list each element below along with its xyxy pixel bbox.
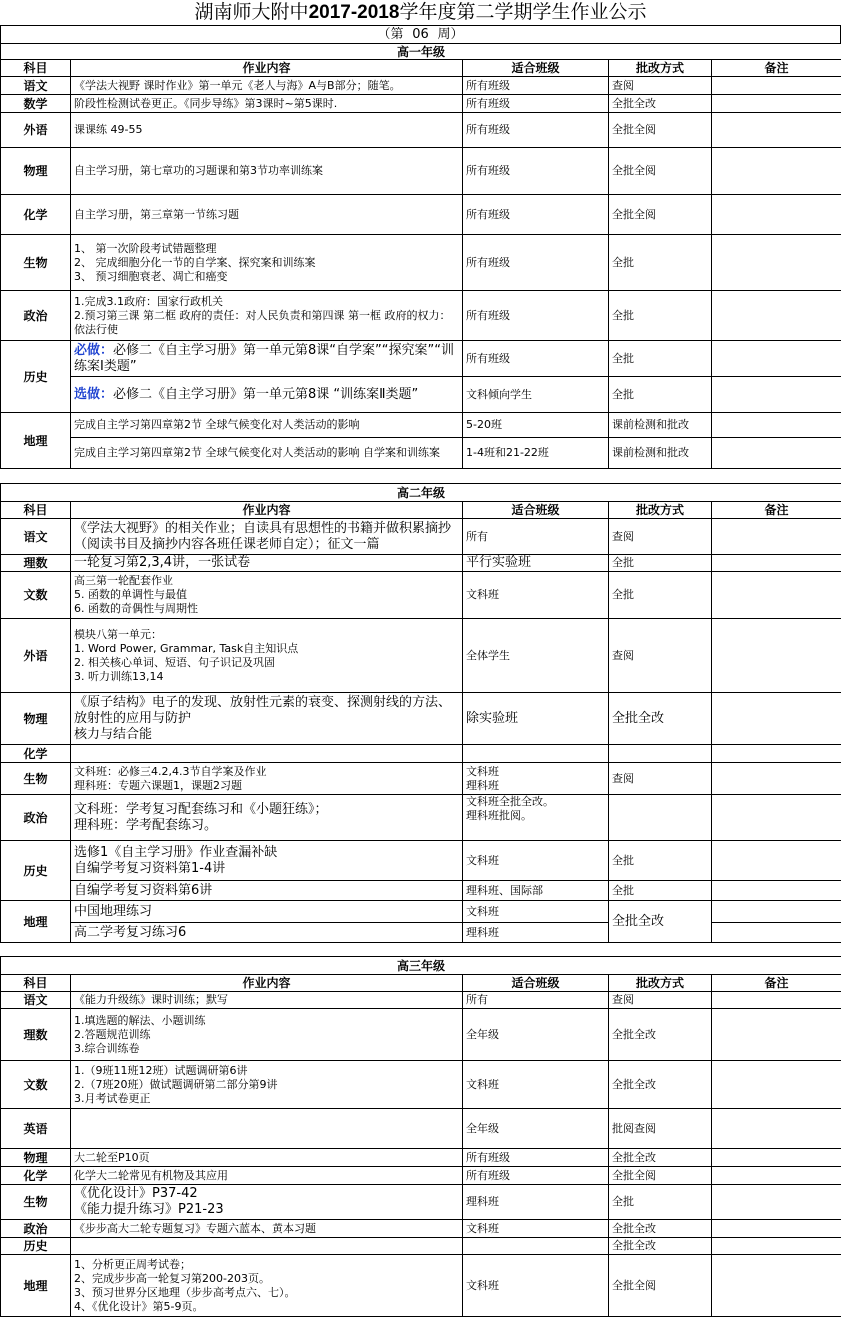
method-cell: 批阅查阅 <box>609 1109 712 1149</box>
content-line: 3、 预习细胞衰老、凋亡和癌变 <box>74 269 228 283</box>
method-cell: 查阅 <box>609 519 712 555</box>
note-cell <box>712 1220 841 1238</box>
table-row <box>1 148 841 195</box>
title-text: 学年度第二学期学生作业公示 <box>399 1 647 23</box>
content-line: 1.（9班11班12班）试题调研第6讲 <box>74 1063 248 1077</box>
class-cell: 文科班 <box>463 901 609 923</box>
content-cell: 《能力升级练》课时训练；默写 <box>71 992 463 1009</box>
col-subject: 科目 <box>1 60 71 77</box>
class-cell: 所有班级 <box>463 113 609 148</box>
col-content: 作业内容 <box>71 975 463 992</box>
homework-table <box>0 43 841 1317</box>
subject-cell: 化学 <box>1 745 71 763</box>
table-row <box>1 113 841 148</box>
method-cell: 全批 <box>609 235 712 291</box>
content-line: 3.月考试卷更正 <box>74 1091 151 1105</box>
class-cell: 所有班级 <box>463 341 609 377</box>
method-cell: 课前检测和批改 <box>609 438 712 469</box>
content-cell <box>71 841 463 881</box>
method-cell: 全批 <box>609 841 712 881</box>
table-row <box>1 555 841 572</box>
table-row <box>1 377 841 413</box>
subject-cell: 语文 <box>1 77 71 95</box>
class-cell: 全年级 <box>463 1009 609 1061</box>
method-cell: 全批 <box>609 572 712 619</box>
content-line: 2.预习第三课 第二框 政府的责任：对人民负责和第四课 第一框 政府的权力：依法行使 <box>74 308 451 336</box>
content-line: 2.答题规范训练 <box>74 1027 151 1041</box>
table-row <box>1 1220 841 1238</box>
content-cell: 《步步高大二轮专题复习》专题六蓝本、黄本习题 <box>71 1220 463 1238</box>
content-cell <box>71 1061 463 1109</box>
note-cell <box>712 745 841 763</box>
class-cell: 理科班、国际部 <box>463 881 609 901</box>
content-line: 高三第一轮配套作业 <box>74 574 173 587</box>
method-cell: 全批全阅 <box>609 1167 712 1185</box>
class-cell: 所有班级 <box>463 291 609 341</box>
table-row <box>1 881 841 901</box>
table-row <box>1 901 841 923</box>
content-line: 模块八第一单元： <box>74 627 162 641</box>
class-cell: 文科班 <box>463 1061 609 1109</box>
class-cell: 所有班级 <box>463 235 609 291</box>
class-cell: 所有班级 <box>463 195 609 235</box>
col-content: 作业内容 <box>71 60 463 77</box>
table-row <box>1 1255 841 1317</box>
subject-cell: 外语 <box>1 619 71 693</box>
note-cell <box>712 881 841 901</box>
note-cell <box>712 555 841 572</box>
table-row <box>1 519 841 555</box>
class-cell: 文科班 <box>463 1255 609 1317</box>
class-line: 文科班全批全改。 <box>466 795 554 808</box>
class-cell: 所有班级 <box>463 95 609 113</box>
content-line: 1、分析更正周考试卷； <box>74 1257 191 1271</box>
content-line: 1.填选题的解法、小题训练 <box>74 1013 206 1027</box>
col-content: 作业内容 <box>71 502 463 519</box>
table-row <box>1 1238 841 1255</box>
class-cell: 理科班 <box>463 923 609 943</box>
col-method: 批改方式 <box>609 975 712 992</box>
method-cell: 课前检测和批改 <box>609 413 712 438</box>
table-row <box>1 923 841 943</box>
method-cell: 全批全阅 <box>609 195 712 235</box>
table-row <box>1 841 841 881</box>
spacer-row <box>1 469 841 484</box>
content-text: 必修二《自主学习册》第一单元第8课“自学案”“探究案”“训练案Ⅰ类题” <box>74 342 454 374</box>
class-cell: 文科倾向学生 <box>463 377 609 413</box>
method-cell: 查阅 <box>609 619 712 693</box>
table-row <box>1 77 841 95</box>
note-cell <box>712 1061 841 1109</box>
col-class: 适合班级 <box>463 60 609 77</box>
class-cell <box>463 763 609 795</box>
subject-cell: 物理 <box>1 693 71 745</box>
content-cell <box>71 693 463 745</box>
subject-cell: 生物 <box>1 1185 71 1220</box>
subject-cell: 历史 <box>1 341 71 413</box>
col-method: 批改方式 <box>609 502 712 519</box>
class-cell: 文科班 <box>463 1220 609 1238</box>
method-cell: 全批全改 <box>609 1009 712 1061</box>
note-cell <box>712 795 841 841</box>
subject-cell: 化学 <box>1 1167 71 1185</box>
note-cell <box>712 619 841 693</box>
table-row <box>1 1109 841 1149</box>
note-cell <box>712 95 841 113</box>
table-row <box>1 235 841 291</box>
note-cell <box>712 1238 841 1255</box>
col-method: 批改方式 <box>609 60 712 77</box>
note-cell <box>712 763 841 795</box>
note-cell <box>712 1185 841 1220</box>
note-cell <box>712 1255 841 1317</box>
note-cell <box>712 235 841 291</box>
week-prefix: （第 <box>377 27 404 42</box>
col-note: 备注 <box>712 975 841 992</box>
content-line: 2. 相关核心单词、短语、句子识记及巩固 <box>74 655 275 669</box>
content-line: 《能力提升练习》P21-23 <box>74 1202 224 1217</box>
class-cell <box>463 795 609 841</box>
class-cell: 文科班 <box>463 841 609 881</box>
content-cell <box>71 1185 463 1220</box>
content-line: 2.（7班20班）做试题调研第二部分第9讲 <box>74 1077 278 1091</box>
week-label <box>0 25 841 43</box>
content-cell <box>71 1255 463 1317</box>
note-cell <box>712 901 841 923</box>
col-note: 备注 <box>712 502 841 519</box>
content-cell <box>71 1109 463 1149</box>
subject-cell: 历史 <box>1 841 71 901</box>
method-cell: 查阅 <box>609 77 712 95</box>
method-cell: 全批全改 <box>609 95 712 113</box>
content-line: 自编学考复习资料第1-4讲 <box>74 860 226 876</box>
col-class: 适合班级 <box>463 975 609 992</box>
note-cell <box>712 148 841 195</box>
content-cell: 《学法大视野 课时作业》第一单元《老人与海》A与B部分；随笔。 <box>71 77 463 95</box>
header-row <box>1 60 841 77</box>
class-cell: 所有 <box>463 519 609 555</box>
content-line: 《优化设计》P37-42 <box>74 1186 198 1201</box>
table-row <box>1 619 841 693</box>
spacer-row <box>1 943 841 957</box>
method-cell: 全批 <box>609 1185 712 1220</box>
class-line: 理科班批阅。 <box>466 809 532 822</box>
class-cell <box>463 745 609 763</box>
col-subject: 科目 <box>1 975 71 992</box>
content-line: 3、预习世界分区地理（步步高考点六、七）。 <box>74 1285 296 1299</box>
note-cell <box>712 113 841 148</box>
class-cell: 所有班级 <box>463 1149 609 1167</box>
subject-cell: 政治 <box>1 795 71 841</box>
table-row <box>1 992 841 1009</box>
header-row <box>1 975 841 992</box>
method-cell: 全批 <box>609 291 712 341</box>
subject-cell: 地理 <box>1 901 71 943</box>
content-cell <box>71 1009 463 1061</box>
subject-cell: 外语 <box>1 113 71 148</box>
method-cell: 全批全阅 <box>609 1255 712 1317</box>
content-cell: 化学大二轮常见有机物及其应用 <box>71 1167 463 1185</box>
content-line: 1、 第一次阶段考试错题整理 <box>74 241 217 255</box>
subject-cell: 语文 <box>1 992 71 1009</box>
table-row <box>1 413 841 438</box>
content-line: 3.综合训练卷 <box>74 1041 140 1055</box>
class-cell <box>463 1238 609 1255</box>
subject-cell: 文数 <box>1 1061 71 1109</box>
class-cell: 除实验班 <box>463 693 609 745</box>
optional-tag: 选做： <box>74 386 114 402</box>
table-row <box>1 1009 841 1061</box>
subject-cell: 化学 <box>1 195 71 235</box>
content-cell <box>71 572 463 619</box>
spacer <box>1 469 841 484</box>
table-row <box>1 1061 841 1109</box>
content-cell <box>71 763 463 795</box>
spacer <box>1 943 841 957</box>
method-cell: 全批全改 <box>609 901 712 943</box>
class-line: 理科班 <box>466 778 499 792</box>
subject-cell: 生物 <box>1 763 71 795</box>
method-cell: 全批 <box>609 555 712 572</box>
content-line: 文科班：必修三4.2,4.3节自学案及作业 <box>74 764 267 778</box>
title-year: 2017-2018 <box>308 2 400 23</box>
class-cell: 全体学生 <box>463 619 609 693</box>
content-cell: 自主学习册，第三章第一节练习题 <box>71 195 463 235</box>
content-cell: 自主学习册，第七章功的习题课和第3节功率训练案 <box>71 148 463 195</box>
method-cell: 全批 <box>609 881 712 901</box>
method-cell: 查阅 <box>609 992 712 1009</box>
note-cell <box>712 519 841 555</box>
content-line: 2、 完成细胞分化一节的自学案、探究案和训练案 <box>74 255 316 269</box>
content-line: 1.完成3.1政府：国家行政机关 <box>74 294 223 308</box>
content-cell <box>71 291 463 341</box>
note-cell <box>712 438 841 469</box>
col-note: 备注 <box>712 60 841 77</box>
note-cell <box>712 1149 841 1167</box>
subject-cell: 文数 <box>1 572 71 619</box>
note-cell <box>712 195 841 235</box>
method-cell: 全批全改 <box>609 1220 712 1238</box>
content-line: 1. Word Power, Grammar, Task自主知识点 <box>74 641 299 655</box>
table-row <box>1 1167 841 1185</box>
class-cell: 全年级 <box>463 1109 609 1149</box>
note-cell <box>712 841 841 881</box>
method-cell: 查阅 <box>609 763 712 795</box>
note-cell <box>712 291 841 341</box>
col-class: 适合班级 <box>463 502 609 519</box>
content-cell: 中国地理练习 <box>71 901 463 923</box>
note-cell <box>712 1167 841 1185</box>
note-cell <box>712 413 841 438</box>
class-cell: 5-20班 <box>463 413 609 438</box>
content-line: 理科班：学考配套练习。 <box>74 817 218 833</box>
table-row <box>1 763 841 795</box>
content-line: 4、《优化设计》第5-9页。 <box>74 1299 204 1313</box>
content-line: 理科班：专题六课题1，课题2习题 <box>74 778 242 792</box>
method-cell: 全批全阅 <box>609 113 712 148</box>
content-cell <box>71 377 463 413</box>
class-cell: 所有班级 <box>463 148 609 195</box>
content-cell: 大二轮至P10页 <box>71 1149 463 1167</box>
method-cell: 全批全阅 <box>609 148 712 195</box>
content-line: 选修1《自主学习册》作业查漏补缺 <box>74 844 278 860</box>
grade-header: 高二年级 <box>1 484 841 502</box>
content-cell: 完成自主学习第四章第2节 全球气候变化对人类活动的影响 <box>71 413 463 438</box>
table-row <box>1 291 841 341</box>
week-suffix: 周） <box>437 27 464 42</box>
content-cell: 课课练 49-55 <box>71 113 463 148</box>
subject-cell: 物理 <box>1 148 71 195</box>
content-cell: 《学法大视野》的相关作业；自读具有思想性的书籍并做积累摘抄（阅读书目及摘抄内容各班任课老师自定）；征文一篇 <box>71 519 463 555</box>
content-cell <box>71 341 463 377</box>
subject-cell: 政治 <box>1 1220 71 1238</box>
grade-header: 高一年级 <box>1 44 841 60</box>
note-cell <box>712 377 841 413</box>
table-row <box>1 195 841 235</box>
required-tag: 必做： <box>74 342 114 358</box>
table-row <box>1 745 841 763</box>
content-line: 核力与结合能 <box>74 726 153 742</box>
table-row <box>1 438 841 469</box>
note-cell <box>712 341 841 377</box>
subject-cell: 语文 <box>1 519 71 555</box>
content-cell <box>71 235 463 291</box>
method-cell: 全批全改 <box>609 693 712 745</box>
class-line: 文科班 <box>466 764 499 778</box>
content-cell: 完成自主学习第四章第2节 全球气候变化对人类活动的影响 自学案和训练案 <box>71 438 463 469</box>
table-row <box>1 795 841 841</box>
table-row <box>1 572 841 619</box>
content-line: 2、完成步步高一轮复习第200-203页。 <box>74 1271 270 1285</box>
table-row <box>1 341 841 377</box>
content-cell: 一轮复习第2,3,4讲，一张试卷 <box>71 555 463 572</box>
content-text: 必修二《自主学习册》第一单元第8课 “训练案Ⅱ类题” <box>113 386 419 402</box>
method-cell: 全批全改 <box>609 1238 712 1255</box>
note-cell <box>712 77 841 95</box>
note-cell <box>712 1109 841 1149</box>
table-row <box>1 95 841 113</box>
method-cell: 全批全改 <box>609 1149 712 1167</box>
table-row <box>1 1149 841 1167</box>
note-cell <box>712 572 841 619</box>
class-cell: 所有 <box>463 992 609 1009</box>
content-cell: 阶段性检测试卷更正。《同步导练》第3课时~第5课时. <box>71 95 463 113</box>
subject-cell: 数学 <box>1 95 71 113</box>
col-subject: 科目 <box>1 502 71 519</box>
note-cell <box>712 1009 841 1061</box>
content-cell: 高二学考复习练习6 <box>71 923 463 943</box>
content-line: 3. 听力训练13,14 <box>74 669 164 683</box>
class-cell: 理科班 <box>463 1185 609 1220</box>
subject-cell: 政治 <box>1 291 71 341</box>
page-title <box>0 0 841 25</box>
method-cell: 全批全改 <box>609 1061 712 1109</box>
note-cell <box>712 923 841 943</box>
method-cell: 全批 <box>609 377 712 413</box>
content-line: 文科班：学考复习配套练习和《小题狂练》； <box>74 801 328 817</box>
content-cell <box>71 1238 463 1255</box>
subject-cell: 历史 <box>1 1238 71 1255</box>
class-cell: 1-4班和21-22班 <box>463 438 609 469</box>
method-cell: 全批 <box>609 341 712 377</box>
content-line: 《原子结构》电子的发现、放射性元素的衰变、探测射线的方法、放射性的应用与防护 <box>74 694 452 726</box>
class-cell: 平行实验班 <box>463 555 609 572</box>
week-number: 06 <box>412 27 429 42</box>
method-cell <box>609 795 712 841</box>
subject-cell: 理数 <box>1 1009 71 1061</box>
content-line: 5. 函数的单调性与最值 <box>74 588 187 601</box>
header-row <box>1 502 841 519</box>
subject-cell: 物理 <box>1 1149 71 1167</box>
subject-cell: 生物 <box>1 235 71 291</box>
class-cell: 文科班 <box>463 572 609 619</box>
note-cell <box>712 992 841 1009</box>
table-row <box>1 693 841 745</box>
grade-header: 高三年级 <box>1 957 841 975</box>
subject-cell: 地理 <box>1 413 71 469</box>
content-line: 6. 函数的奇偶性与周期性 <box>74 602 198 615</box>
content-cell <box>71 795 463 841</box>
content-cell <box>71 619 463 693</box>
subject-cell: 地理 <box>1 1255 71 1317</box>
subject-cell: 英语 <box>1 1109 71 1149</box>
class-cell: 所有班级 <box>463 1167 609 1185</box>
note-cell <box>712 693 841 745</box>
class-cell: 所有班级 <box>463 77 609 95</box>
content-cell: 自编学考复习资料第6讲 <box>71 881 463 901</box>
subject-cell: 理数 <box>1 555 71 572</box>
title-school: 湖南师大附中 <box>194 1 309 23</box>
table-row <box>1 1185 841 1220</box>
content-cell <box>71 745 463 763</box>
method-cell <box>609 745 712 763</box>
